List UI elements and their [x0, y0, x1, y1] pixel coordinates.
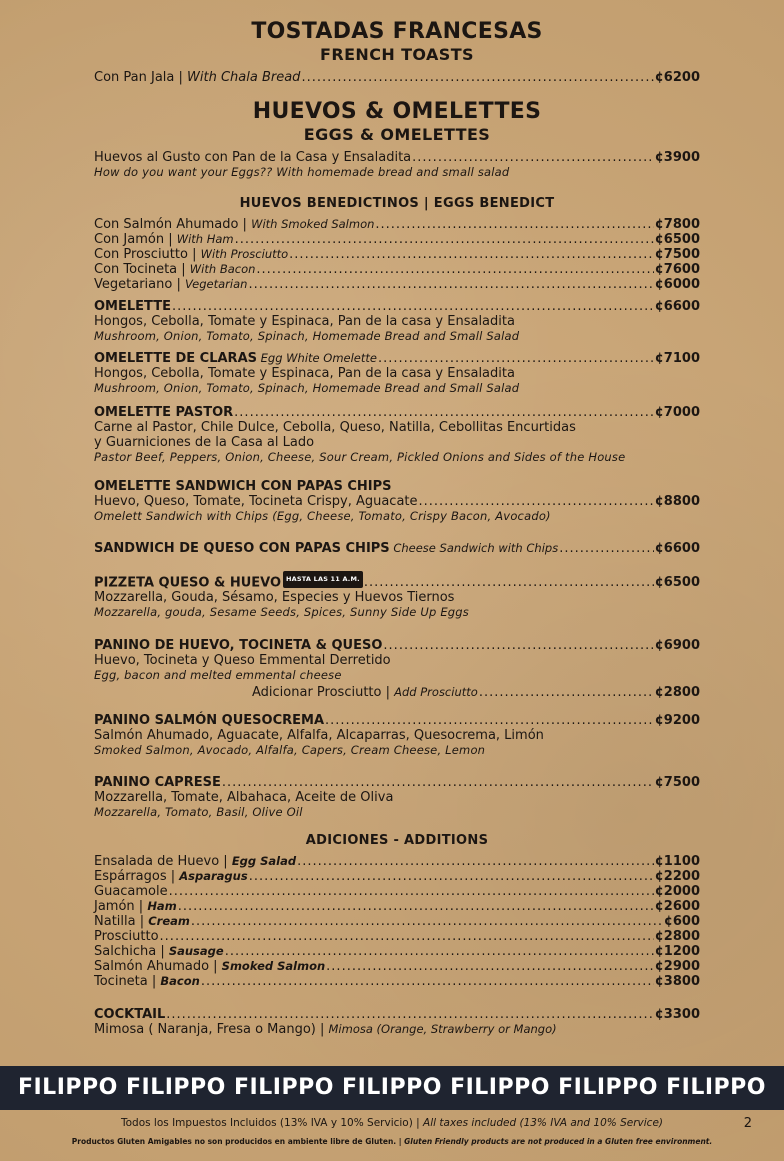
item-description-en: Omelett Sandwich with Chips (Egg, Cheese, Tomato, Crispy Bacon, Avocado)	[94, 509, 551, 523]
item-price: ¢2000	[654, 884, 700, 899]
item-omelette-pastor	[94, 405, 700, 464]
item-price: ¢3800	[654, 974, 700, 989]
item-description-en: Mushroom, Onion, Tomato, Spinach, Homemade Bread and Small Salad	[94, 381, 520, 395]
item-name: PIZZETA QUESO & HUEVO	[94, 575, 282, 591]
item-price: ¢600	[663, 914, 700, 929]
item-price: ¢7000	[654, 405, 700, 420]
item-name: OMELETTE SANDWICH CON PAPAS CHIPS	[94, 479, 392, 494]
item-cheese-sandwich	[94, 541, 700, 556]
menu-item	[94, 150, 700, 165]
dot-leader	[301, 70, 653, 85]
section-title: HUEVOS BENEDICTINOS | EGGS BENEDICT	[239, 196, 555, 211]
item-name: Ensalada de Huevo |	[94, 854, 232, 869]
dot-leader	[160, 929, 654, 944]
item-name: Natilla |	[94, 914, 149, 929]
dot-leader	[172, 299, 654, 314]
menu-item	[94, 869, 700, 884]
menu-item	[94, 232, 700, 247]
taxes-en: All taxes included (13% IVA and 10% Service)	[423, 1117, 664, 1129]
item-name-en: With Chala Bread	[187, 70, 301, 85]
item-name: Salchicha |	[94, 944, 169, 959]
page-number: 2	[743, 1116, 752, 1131]
item-name-en: With Bacon	[189, 262, 256, 276]
item-name: PANINO SALMÓN QUESOCREMA	[94, 713, 325, 728]
dot-leader	[289, 247, 654, 262]
gluten-es: Productos Gluten Amigables no son producidos en ambiente libre de Gluten. |	[71, 1137, 405, 1146]
item-omelette	[94, 299, 700, 343]
dot-leader	[248, 277, 653, 292]
item-name: OMELETTE PASTOR	[94, 405, 234, 420]
item-price: ¢1100	[654, 854, 700, 869]
brand-band: FILIPPO FILIPPO FILIPPO FILIPPO FILIPPO FILIPPO FILIPPO	[0, 1066, 784, 1110]
dot-leader	[419, 494, 654, 509]
dot-leader	[325, 713, 654, 728]
item-name: PANINO DE HUEVO, TOCINETA & QUESO	[94, 638, 383, 653]
dot-leader	[191, 914, 663, 929]
menu-item	[94, 944, 700, 959]
item-price: ¢6500	[654, 575, 700, 591]
item-description-en: Mushroom, Onion, Tomato, Spinach, Homemade Bread and Small Salad	[94, 329, 520, 343]
menu-item	[94, 70, 700, 85]
item-name: SANDWICH DE QUESO CON PAPAS CHIPS	[94, 541, 390, 556]
item-description-en: Smoked Salmon, Avocado, Alfalfa, Capers, Cream Cheese, Lemon	[94, 743, 486, 757]
item-price: ¢1200	[654, 944, 700, 959]
item-price: ¢3300	[654, 1007, 700, 1022]
item-name-en: Vegetarian	[184, 277, 248, 291]
item-name: Espárragos |	[94, 869, 180, 884]
menu-item	[94, 959, 700, 974]
dot-leader	[235, 232, 654, 247]
section-eggs	[94, 99, 700, 179]
item-name: Tocineta |	[94, 974, 161, 989]
section-additions	[94, 833, 700, 989]
item-name: Con Prosciutto |	[94, 247, 201, 262]
menu-item	[94, 884, 700, 899]
dot-leader	[383, 638, 653, 653]
item-name-en: Add Prosciutto	[394, 685, 478, 699]
menu-item	[94, 217, 700, 232]
item-name: Guacamole	[94, 884, 168, 899]
item-name-en: Asparagus	[179, 869, 248, 883]
item-name: Con Jamón |	[94, 232, 177, 247]
item-name-en: Sausage	[168, 944, 224, 958]
item-price: ¢2600	[654, 899, 700, 914]
dot-leader	[234, 405, 654, 420]
item-description: Mozzarella, Gouda, Sésamo, Especies y Huevos Tiernos	[94, 590, 455, 606]
time-badge: HASTA LAS 11 A.M.	[283, 571, 363, 588]
dot-leader	[412, 150, 654, 165]
item-description: Huevo, Tocineta y Queso Emmental Derretido	[94, 653, 391, 668]
dot-leader	[201, 974, 654, 989]
item-panino-huevo	[94, 638, 700, 700]
item-name: Prosciutto	[94, 929, 159, 944]
item-omelette-sandwich	[94, 479, 700, 523]
item-description-en: Mozzarella, Tomato, Basil, Olive Oil	[94, 805, 303, 819]
item-price: ¢6600	[654, 541, 700, 556]
dot-leader	[364, 575, 654, 590]
item-description: Hongos, Cebolla, Tomate y Espinaca, Pan de la casa y Ensaladita	[94, 366, 515, 381]
item-price: ¢7500	[654, 247, 700, 262]
item-name: COCKTAIL	[94, 1007, 166, 1022]
item-panino-salmon	[94, 713, 700, 757]
section-title: TOSTADAS FRANCESAS	[251, 19, 543, 44]
gluten-en: Gluten Friendly products are not produced in a Gluten free environment.	[404, 1137, 713, 1146]
taxes-note	[0, 1117, 784, 1129]
section-benedict	[94, 196, 700, 292]
cocktail-desc-en: Mimosa (Orange, Strawberry or Mango)	[328, 1022, 557, 1036]
item-name: Adicionar Prosciutto |	[252, 685, 395, 700]
item-omelette-claras	[94, 351, 700, 395]
item-price: ¢2800	[654, 685, 700, 700]
item-name: OMELETTE DE CLARAS	[94, 351, 257, 366]
item-price: ¢6000	[654, 277, 700, 292]
item-name: Vegetariano |	[94, 277, 185, 292]
item-name: Con Pan Jala |	[94, 70, 188, 85]
item-price: ¢6200	[654, 70, 700, 85]
dot-leader	[375, 217, 653, 232]
dot-leader	[256, 262, 653, 277]
dot-leader	[559, 541, 654, 556]
menu-item	[94, 929, 700, 944]
item-name-en: Bacon	[160, 974, 200, 988]
item-price: ¢9200	[654, 713, 700, 728]
item-name: Salmón Ahumado |	[94, 959, 222, 974]
item-name: Huevos al Gusto con Pan de la Casa y Ensaladita	[94, 150, 412, 165]
taxes-es: Todos los Impuestos Incluidos (13% IVA y 10% Servicio) |	[120, 1117, 424, 1129]
item-price: ¢6900	[654, 638, 700, 653]
menu-item	[94, 974, 700, 989]
item-description: Hongos, Cebolla, Tomate y Espinaca, Pan de la casa y Ensaladita	[94, 314, 515, 329]
dot-leader	[178, 899, 654, 914]
item-description-en: Egg, bacon and melted emmental cheese	[94, 668, 342, 682]
item-price: ¢6600	[654, 299, 700, 314]
dot-leader	[297, 854, 654, 869]
item-name-en: Smoked Salmon	[221, 959, 326, 973]
item-description: Mozzarella, Tomate, Albahaca, Aceite de Oliva	[94, 790, 394, 805]
item-price: ¢3900	[654, 150, 700, 165]
item-description	[94, 1022, 700, 1037]
item-name: Jamón |	[94, 899, 148, 914]
item-price: ¢8800	[654, 494, 700, 509]
section-subtitle: FRENCH TOASTS	[320, 45, 474, 64]
item-price: ¢7500	[654, 775, 700, 790]
cocktail-desc-es: Mimosa ( Naranja, Fresa o Mango) |	[94, 1022, 329, 1037]
item-description-en: Mozzarella, gouda, Sesame Seeds, Spices, Sunny Side Up Eggs	[94, 605, 469, 620]
dot-leader	[169, 884, 654, 899]
item-name: Con Tocineta |	[94, 262, 190, 277]
item-pizzeta	[94, 571, 700, 619]
item-price: ¢2200	[654, 869, 700, 884]
menu-item	[94, 854, 700, 869]
dot-leader	[166, 1007, 654, 1022]
gluten-note	[0, 1137, 784, 1146]
dot-leader	[326, 959, 654, 974]
section-french-toasts	[94, 19, 700, 85]
item-description: How do you want your Eggs?? With homemade bread and small salad	[94, 165, 510, 179]
section-title: HUEVOS & OMELETTES	[252, 99, 542, 124]
item-price: ¢7100	[654, 351, 700, 366]
dot-leader	[222, 775, 654, 790]
dot-leader	[225, 944, 654, 959]
item-name-en: Egg White Omelette	[257, 351, 377, 365]
section-cocktail	[94, 1007, 700, 1037]
item-panino-caprese	[94, 775, 700, 819]
item-name-en: With Prosciutto	[200, 247, 289, 261]
item-name-en: Egg Salad	[231, 854, 297, 868]
item-name-en: With Ham	[176, 232, 234, 246]
item-description: Huevo, Queso, Tomate, Tocineta Crispy, Aguacate	[94, 494, 418, 509]
item-price: ¢6500	[654, 232, 700, 247]
item-description-en: Pastor Beef, Peppers, Onion, Cheese, Sour Cream, Pickled Onions and Sides of the House	[94, 450, 626, 464]
item-name: OMELETTE	[94, 299, 171, 314]
menu-item	[94, 247, 700, 262]
item-price: ¢7600	[654, 262, 700, 277]
item-description: Salmón Ahumado, Aguacate, Alfalfa, Alcaparras, Quesocrema, Limón	[94, 728, 544, 743]
menu-item	[94, 277, 700, 292]
item-name-en: Ham	[147, 899, 177, 913]
item-description: y Guarniciones de la Casa al Lado	[94, 435, 315, 450]
dot-leader	[249, 869, 654, 884]
item-name: PANINO CAPRESE	[94, 775, 221, 790]
section-title: ADICIONES - ADDITIONS	[305, 833, 489, 848]
item-price: ¢2800	[654, 929, 700, 944]
menu-item	[94, 899, 700, 914]
menu-item	[94, 914, 700, 929]
extra-item	[94, 685, 700, 700]
item-price: ¢2900	[654, 959, 700, 974]
item-name-en: With Smoked Salmon	[251, 217, 375, 231]
item-name-en: Cream	[148, 914, 190, 928]
dot-leader	[378, 351, 654, 366]
item-description: Carne al Pastor, Chile Dulce, Cebolla, Queso, Natilla, Cebollitas Encurtidas	[94, 420, 576, 435]
item-name: Con Salmón Ahumado |	[94, 217, 252, 232]
section-subtitle: EGGS & OMELETTES	[303, 125, 491, 144]
item-name-en: Cheese Sandwich with Chips	[389, 541, 559, 555]
menu-item	[94, 262, 700, 277]
item-price: ¢7800	[654, 217, 700, 232]
dot-leader	[479, 685, 654, 700]
